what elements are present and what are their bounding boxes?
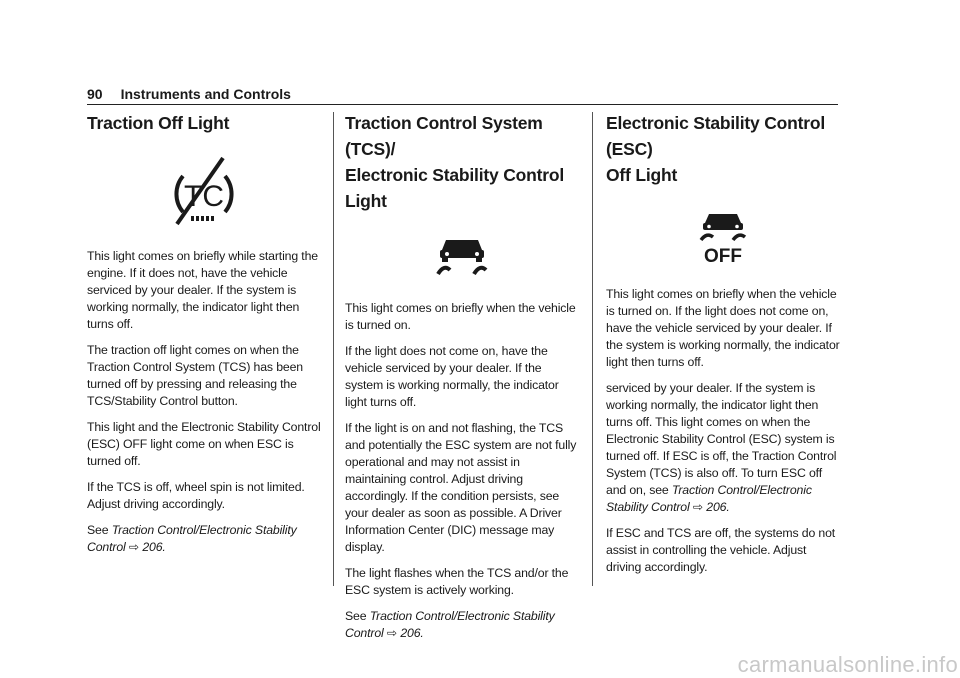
watermark: carmanualsonline.info	[737, 652, 958, 677]
section-heading: Traction Control System (TCS)/ Electronic Stability Control Light	[345, 113, 565, 211]
cross-reference-link[interactable]: Traction Control/Electronic Stability Control	[606, 483, 812, 514]
icon-tc-text: TC	[184, 180, 224, 213]
page-header	[87, 84, 838, 105]
see-reference: See Traction Control/Electronic Stability Control ⇨ 206.	[87, 523, 297, 554]
traction-off-section	[87, 110, 321, 565]
paragraph: If the light is on and not flashing, the TCS and potentially the ESC system are not fully operational and may not assist in maintaining control. Adjust driving accordingly. If the condition persists, see your dealer as soon as possible. A Driver Information Center (DIC) message may display.	[345, 421, 577, 554]
cross-reference-link[interactable]: Traction Control/Electronic Stability Control	[87, 523, 297, 554]
arrow-icon: ⇨	[692, 500, 704, 514]
paragraph: This light comes on briefly when the vehicle is turned on. If the light does not come on, have the vehicle serviced by your dealer. If the system is working normally, the indicator light then turns off.	[606, 287, 840, 369]
paragraph: If ESC and TCS are off, the systems do not assist in controlling the vehicle. Adjust driving accordingly.	[606, 526, 836, 574]
icon-off-text: OFF	[704, 246, 742, 264]
skidding-car-icon	[434, 236, 490, 276]
arrow-icon: ⇨	[128, 540, 140, 554]
tcs-esc-light-section	[345, 110, 579, 651]
column-divider	[333, 112, 334, 586]
section-title: Instruments and Controls	[120, 86, 291, 102]
page-ref: 206.	[706, 500, 730, 514]
cross-reference-link[interactable]: Traction Control/Electronic Stability Control	[345, 609, 555, 640]
page-ref: 206.	[142, 540, 166, 554]
paragraph: This light comes on briefly when the vehicle is turned on.	[345, 301, 576, 332]
esc-off-light-section	[606, 110, 840, 585]
paragraph: This light comes on briefly while starting the engine. If it does not, have the vehicle serviced by your dealer. If the system is working normally, the indicator light then turns off.	[87, 249, 318, 331]
paragraph: serviced by your dealer. If the system is working normally, the indicator light then turns off. This light comes on when the Electronic Stability Control (ESC) system is turned off. If ESC is off, the Traction Control System (TCS) is also off. To turn ESC off and on, see Traction Control/Electronic Stability Control ⇨ 206.	[606, 381, 837, 514]
see-reference: See Traction Control/Electronic Stability Control ⇨ 206.	[345, 609, 555, 640]
section-heading: Traction Off Light	[87, 113, 230, 133]
page-ref: 206.	[400, 626, 424, 640]
esc-off-icon	[695, 212, 751, 264]
paragraph: The light flashes when the TCS and/or the ESC system is actively working.	[345, 566, 569, 597]
paragraph: If the light does not come on, have the vehicle serviced by your dealer. If the system is working normally, the indicator light turns off.	[345, 344, 559, 409]
column-divider	[592, 112, 593, 586]
page-number: 90	[87, 86, 103, 102]
arrow-icon: ⇨	[386, 626, 398, 640]
paragraph: The traction off light comes on when the Traction Control System (TCS) has been turned off by pressing and releasing the TCS/Stability Control button.	[87, 343, 303, 408]
traction-off-icon	[169, 154, 239, 230]
paragraph: This light and the Electronic Stability Control (ESC) OFF light come on when ESC is turned off.	[87, 420, 321, 468]
section-heading: Electronic Stability Control (ESC) Off Light	[606, 113, 826, 185]
paragraph: If the TCS is off, wheel spin is not limited. Adjust driving accordingly.	[87, 480, 305, 511]
